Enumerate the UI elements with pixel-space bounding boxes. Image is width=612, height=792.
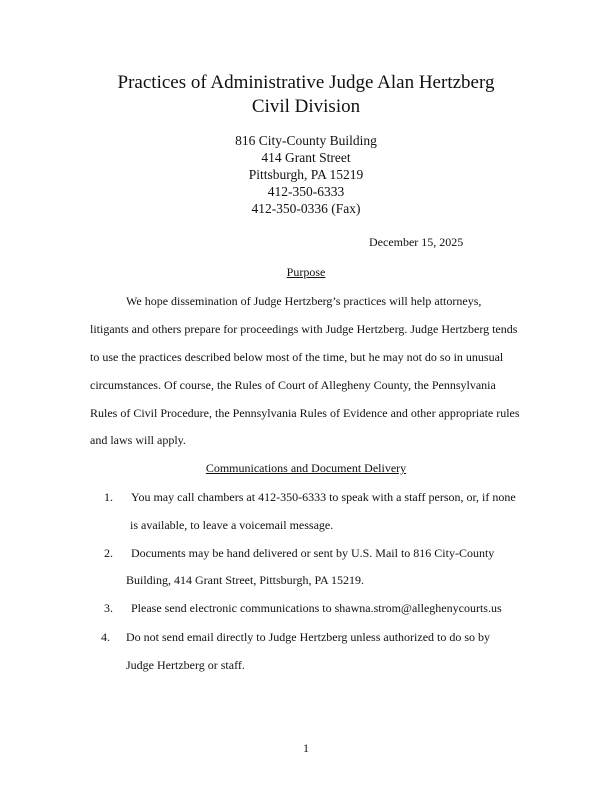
paragraph-line: and laws will apply. [90, 433, 186, 447]
document-title: Practices of Administrative Judge Alan Hertzberg [117, 72, 495, 93]
page-number: 1 [303, 741, 309, 755]
list-item-text: Do not send email directly to Judge Hertzberg unless authorized to do so by [126, 630, 491, 644]
document-subtitle: Civil Division [251, 96, 361, 117]
list-item-text: Judge Hertzberg or staff. [126, 658, 245, 672]
section-heading-purpose: Purpose [286, 265, 326, 279]
list-item-number: 1. [104, 490, 113, 504]
paragraph-line: We hope dissemination of Judge Hertzberg’s practices will help attorneys, [126, 294, 482, 308]
list-item-number: 2. [104, 546, 113, 560]
address-line: Pittsburgh, PA 15219 [248, 167, 364, 182]
list-item-number: 4. [101, 630, 110, 644]
list-item-text: Documents may be hand delivered or sent by U.S. Mail to 816 City-County [131, 546, 495, 560]
list-item-text: You may call chambers at 412-350-6333 to speak with a staff person, or, if none [131, 490, 516, 504]
list-item-text: is available, to leave a voicemail message. [130, 518, 334, 532]
phone-number: 412-350-6333 [267, 184, 345, 199]
list-item-text: Building, 414 Grant Street, Pittsburgh, PA 15219. [126, 573, 365, 587]
list-item-text: Please send electronic communications to shawna.strom@alleghenycourts.us [131, 601, 502, 615]
section-heading-communications: Communications and Document Delivery [205, 461, 407, 475]
paragraph-line: litigants and others prepare for proceedings with Judge Hertzberg. Judge Hertzberg tends [90, 322, 518, 336]
document-date: December 15, 2025 [369, 235, 464, 249]
fax-number: 412-350-0336 (Fax) [251, 201, 361, 216]
paragraph-line: to use the practices described below most of the time, but he may not do so in unusual [90, 350, 504, 364]
paragraph-line: Rules of Civil Procedure, the Pennsylvania Rules of Evidence and other appropriate rules [90, 406, 520, 420]
address-line: 414 Grant Street [261, 150, 351, 165]
address-line: 816 City-County Building [235, 133, 377, 148]
list-item-number: 3. [104, 601, 113, 615]
paragraph-line: circumstances. Of course, the Rules of Court of Allegheny County, the Pennsylvania [90, 378, 496, 392]
